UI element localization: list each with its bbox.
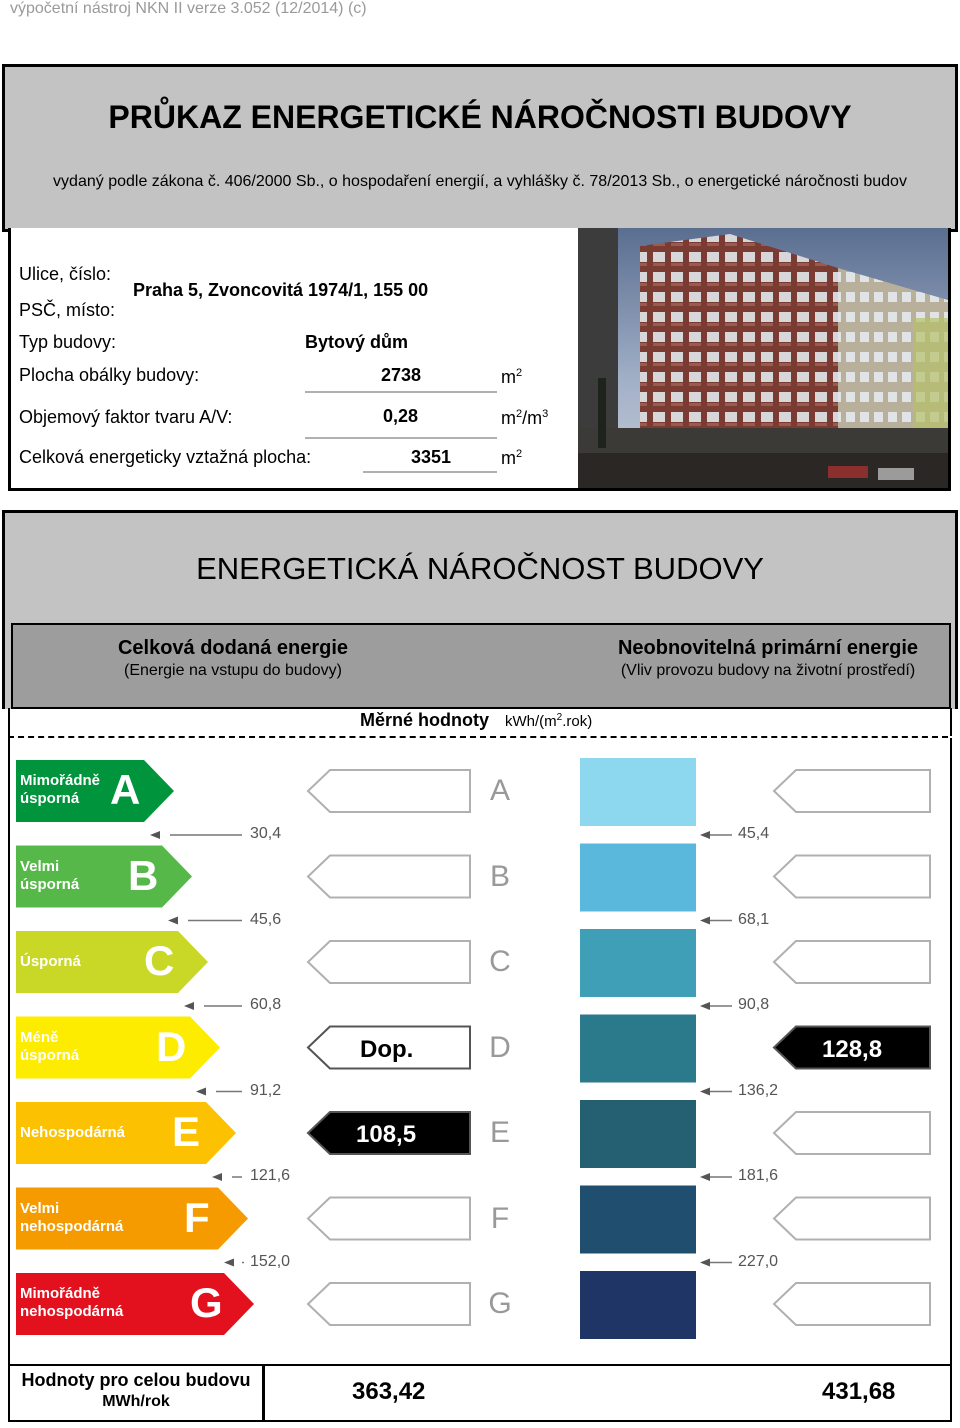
primary-swatch-b [580, 844, 696, 912]
delivered-indicator-slot-c [308, 941, 470, 983]
class-letter-f: F [184, 1193, 210, 1241]
reference-area-unit: $m^2$ [501, 448, 523, 468]
threshold-arrow-left-e [212, 1173, 222, 1181]
class-name-text-a: Mimořádně [20, 772, 101, 789]
certificate-header [2, 64, 958, 232]
class-name-text-e: Nehospodárná [20, 1124, 126, 1141]
threshold-arrow-right-e [700, 1173, 710, 1181]
total-primary-energy: 431,68 [822, 1378, 896, 1405]
class-name-text-c: Úsporná [20, 953, 81, 970]
middle-letter-e: E [489, 1116, 510, 1149]
reference-area-value: 3351 [411, 447, 452, 467]
class-name-text2-f: nehospodárná [20, 1217, 124, 1235]
class-letter-c: C [144, 937, 175, 984]
building-type-label: Typ budovy: [19, 332, 117, 352]
threshold-arrow-right-b [700, 917, 710, 925]
class-name-text-f: Velmi [20, 1199, 60, 1217]
primary-swatch-a [580, 758, 696, 826]
primary-indicator-slot-c [774, 941, 930, 983]
threshold-right-e: 181,6 [738, 1167, 779, 1184]
class-name-text2-b: úsporná [20, 875, 80, 893]
delivered-indicator-slot-g [308, 1283, 470, 1325]
middle-letter-d: D [489, 1030, 511, 1064]
primary-energy-header: Neobnovitelná primární energie (Vliv provozu budovy na životní prostředí) [617, 637, 919, 679]
class-letter-d: D [156, 1022, 187, 1070]
total-delivered-energy: 363,42 [352, 1378, 426, 1405]
threshold-right-f: 227,0 [738, 1252, 779, 1270]
middle-letter-g: G [488, 1287, 512, 1320]
class-name-text-b: Velmi [20, 857, 60, 875]
shape-factor-underline [305, 437, 497, 439]
street-label: Ulice, číslo: [19, 264, 112, 284]
threshold-arrow-right-c [700, 1002, 710, 1010]
threshold-right-b: 68,1 [738, 910, 770, 928]
primary-indicator-slot-a [774, 770, 930, 812]
class-name-g [10, 1285, 210, 1325]
building-info [8, 228, 579, 491]
class-name-text-d: Méně [20, 1028, 59, 1046]
primary-indicator-slot-g [774, 1283, 930, 1325]
building-type-value: Bytový dům [305, 332, 409, 352]
energy-performance-panel [2, 510, 958, 709]
middle-letter-b: B [489, 859, 510, 893]
specific-values-unit: kWh/$(m^2.rok)$ [505, 712, 593, 730]
class-letter-e: E [172, 1108, 201, 1155]
primary-swatch-g [580, 1271, 696, 1339]
primary-swatch-e [580, 1100, 696, 1168]
reference-area-label: Celková energeticky vztažná plocha: [19, 447, 312, 467]
certificate-title: PRŮKAZ ENERGETICKÉ NÁROČNOSTI BUDOVY [108, 99, 852, 135]
threshold-arrow-right-d [700, 1088, 710, 1096]
envelope-area-unit: $m^2$ [501, 367, 523, 387]
primary-swatch-d [580, 1015, 696, 1083]
threshold-arrow-right-a [700, 831, 710, 839]
threshold-left-b: 45,6 [250, 910, 282, 928]
threshold-right-a: 45,4 [738, 825, 770, 842]
threshold-arrow-left-f [224, 1259, 234, 1267]
envelope-area-value: 2738 [381, 365, 422, 385]
energy-columns-header [11, 623, 951, 709]
envelope-area-underline [305, 391, 497, 393]
reference-area-underline [363, 471, 497, 473]
totals-label-cell [10, 1366, 265, 1420]
threshold-left-c: 60,8 [250, 996, 282, 1013]
delivered-energy-header: Celková dodaná energie (Energie na vstupu do budovy) [117, 637, 349, 679]
shape-factor-label: Objemový faktor tvaru A/V: [19, 407, 233, 427]
primary-indicator-slot-e [774, 1112, 930, 1154]
delivered-energy-indicator-value: 108,5 [356, 1121, 417, 1148]
threshold-right-d: 136,2 [738, 1081, 779, 1099]
class-letter-g: G [190, 1279, 223, 1326]
delivered-indicator-slot-a [308, 770, 470, 812]
shape-factor-unit: $m^2/m^3$ [501, 408, 549, 428]
totals-label: Hodnoty pro celou budovu [21, 1370, 251, 1390]
threshold-left-a: 30,4 [250, 825, 282, 842]
shape-factor-value: 0,28 [383, 406, 419, 426]
threshold-arrow-left-b [168, 917, 178, 925]
primary-indicator-slot-f [774, 1198, 930, 1240]
class-letter-b: B [128, 851, 159, 899]
psc-label: PSČ, místo: [19, 300, 116, 320]
middle-letter-c: C [489, 945, 511, 978]
primary-energy-indicator-value: 128,8 [822, 1035, 883, 1063]
building-totals [8, 1364, 952, 1422]
energy-performance-title: ENERGETICKÁ NÁROČNOST BUDOVY [196, 551, 764, 586]
threshold-arrow-left-a [150, 831, 160, 839]
specific-values-row [8, 708, 952, 736]
delivered-indicator-slot-b [308, 856, 470, 898]
building-photo [578, 228, 951, 491]
class-name-b [10, 858, 210, 898]
primary-indicator-slot-b [774, 856, 930, 898]
tool-version-note: výpočetní nástroj NKN II verze 3.052 (12/2014) (c) [10, 0, 367, 17]
requirement-indicator-label: Dop. [360, 1035, 414, 1063]
threshold-left-e: 121,6 [250, 1167, 291, 1184]
totals-unit: MWh/rok [102, 1393, 170, 1410]
building-photo-image [578, 228, 948, 488]
class-name-c [10, 953, 210, 993]
envelope-area-label: Plocha obálky budovy: [19, 365, 200, 385]
class-letter-a: A [110, 766, 141, 813]
class-name-text2-a: úsporná [20, 790, 80, 807]
class-name-text-g: Mimořádně [20, 1285, 101, 1302]
threshold-arrow-left-d [196, 1088, 206, 1096]
specific-values-label: Měrné hodnoty [360, 710, 489, 730]
middle-letter-f: F [490, 1201, 510, 1235]
threshold-arrow-right-f [700, 1259, 710, 1267]
address-value: Praha 5, Zvoncovitá 1974/1, 155 00 [133, 280, 429, 300]
class-name-text2-d: úsporná [20, 1046, 80, 1064]
threshold-left-d: 91,2 [250, 1081, 282, 1099]
legal-basis-text: vydaný podle zákona č. 406/2000 Sb., o hospodaření energií, a vyhlášky č. 78/2013 Sb., o energetické náročnosti budov [53, 173, 907, 190]
class-name-text2-g: nehospodárná [20, 1303, 124, 1320]
threshold-left-f: 152,0 [250, 1252, 291, 1270]
energy-scale [8, 738, 952, 1364]
delivered-indicator-slot-f [308, 1198, 470, 1240]
class-name-f [10, 1200, 210, 1240]
primary-swatch-c [580, 929, 696, 997]
primary-swatch-f [580, 1186, 696, 1254]
middle-letter-a: A [489, 774, 510, 807]
threshold-right-c: 90,8 [738, 996, 770, 1013]
threshold-arrow-left-c [184, 1002, 194, 1010]
